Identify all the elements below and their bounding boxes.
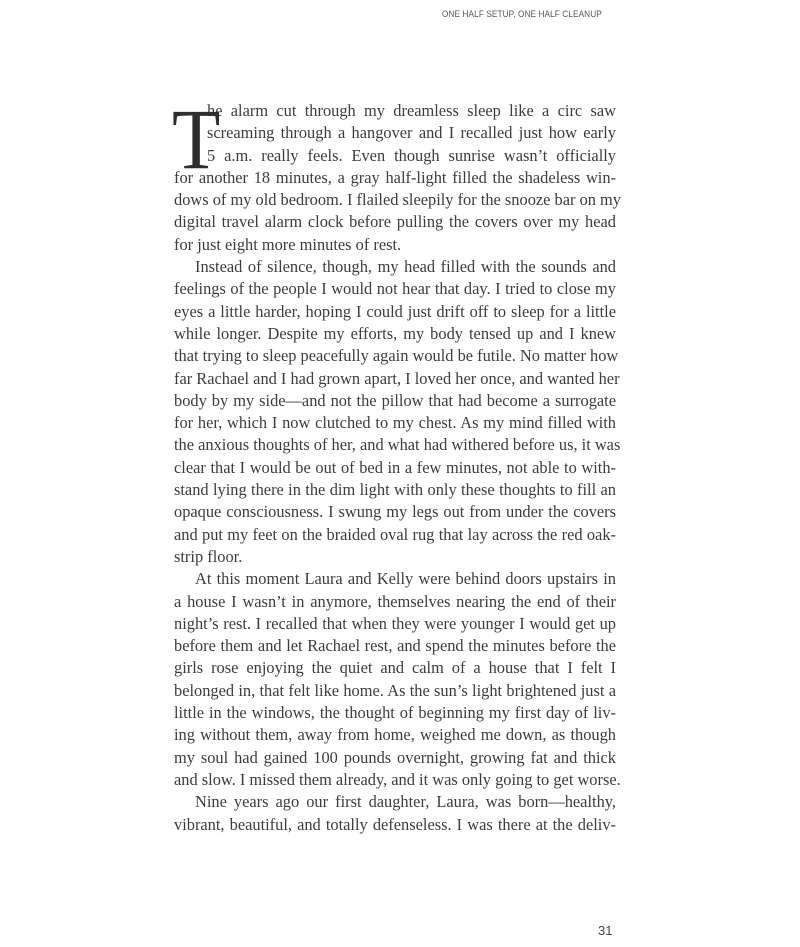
text-line: ing without them, away from home, weighed me down, as though [174,725,616,745]
text-line: digital travel alarm clock before pulling the covers over my head [174,212,616,232]
text-line: opaque consciousness. I swung my legs out from under the covers [174,502,616,522]
text-line: while longer. Despite my efforts, my body tensed up and I knew [174,323,616,343]
text-line: screaming through a hangover and I recalled just how early [207,123,616,143]
page-number: 31 [598,923,613,938]
text-line: girls rose enjoying the quiet and calm of a house that I felt I [174,658,616,678]
text-line: stand lying there in the dim light with only these thoughts to fill an [174,480,616,500]
text-line: 5 a.m. really feels. Even though sunrise wasn’t officially [207,145,616,165]
text-line: for her, which I now clutched to my chest. As my mind filled with [174,413,616,433]
text-line: Nine years ago our first daughter, Laura, was born—healthy, [195,792,616,812]
text-line: for just eight more minutes of rest. [174,234,402,254]
paragraph-2 [174,256,621,568]
text-line: before them and let Rachael rest, and spend the minutes before the [174,636,616,656]
text-line: my soul had gained 100 pounds overnight, growing fat and thick [174,747,616,767]
paragraph-1 [172,91,621,256]
text-line: Instead of silence, though, my head filled with the sounds and [195,257,616,277]
text-line: and put my feet on the braided oval rug that lay across the red oak- [174,524,616,544]
drop-cap: T [172,91,221,187]
text-line: that trying to sleep peacefully again would be futile. No matter how [174,346,619,366]
text-line: body by my side—and not the pillow that had become a surrogate [174,390,616,410]
text-line: night’s rest. I recalled that when they were younger I would get up [174,613,616,633]
paragraph-4 [174,791,616,836]
text-line: feelings of the people I would not hear that day. I tried to close my [174,279,616,299]
text-line: a house I wasn’t in anymore, themselves nearing the end of their [174,591,616,611]
paragraph-3 [174,568,621,791]
text-line: and slow. I missed them already, and it was only going to get worse. [174,769,621,789]
text-line: eyes a little harder, hoping I could just drift off to sleep for a little [174,301,616,321]
text-line: far Rachael and I had grown apart, I loved her once, and wanted her [174,368,620,388]
text-line: vibrant, beautiful, and totally defenseless. I was there at the deliv- [174,814,616,834]
text-line: little in the windows, the thought of beginning my first day of liv- [174,703,616,723]
text-line: clear that I would be out of bed in a few minutes, not able to with- [174,457,616,477]
running-head: ONE HALF SETUP, ONE HALF CLEANUP [442,9,602,20]
text-line: the anxious thoughts of her, and what had withered before us, it was [174,435,621,455]
text-line: he alarm cut through my dreamless sleep like a circ saw [207,101,616,120]
text-line: dows of my old bedroom. I flailed sleepily for the snooze bar on my [174,190,621,210]
text-line: for another 18 minutes, a gray half-light filled the shadeless win- [174,167,616,187]
text-line: At this moment Laura and Kelly were behind doors upstairs in [195,569,616,589]
text-line: strip floor. [174,546,243,566]
body-text [172,91,621,836]
text-line: belonged in, that felt like home. As the sun’s light brightened just a [174,680,616,700]
